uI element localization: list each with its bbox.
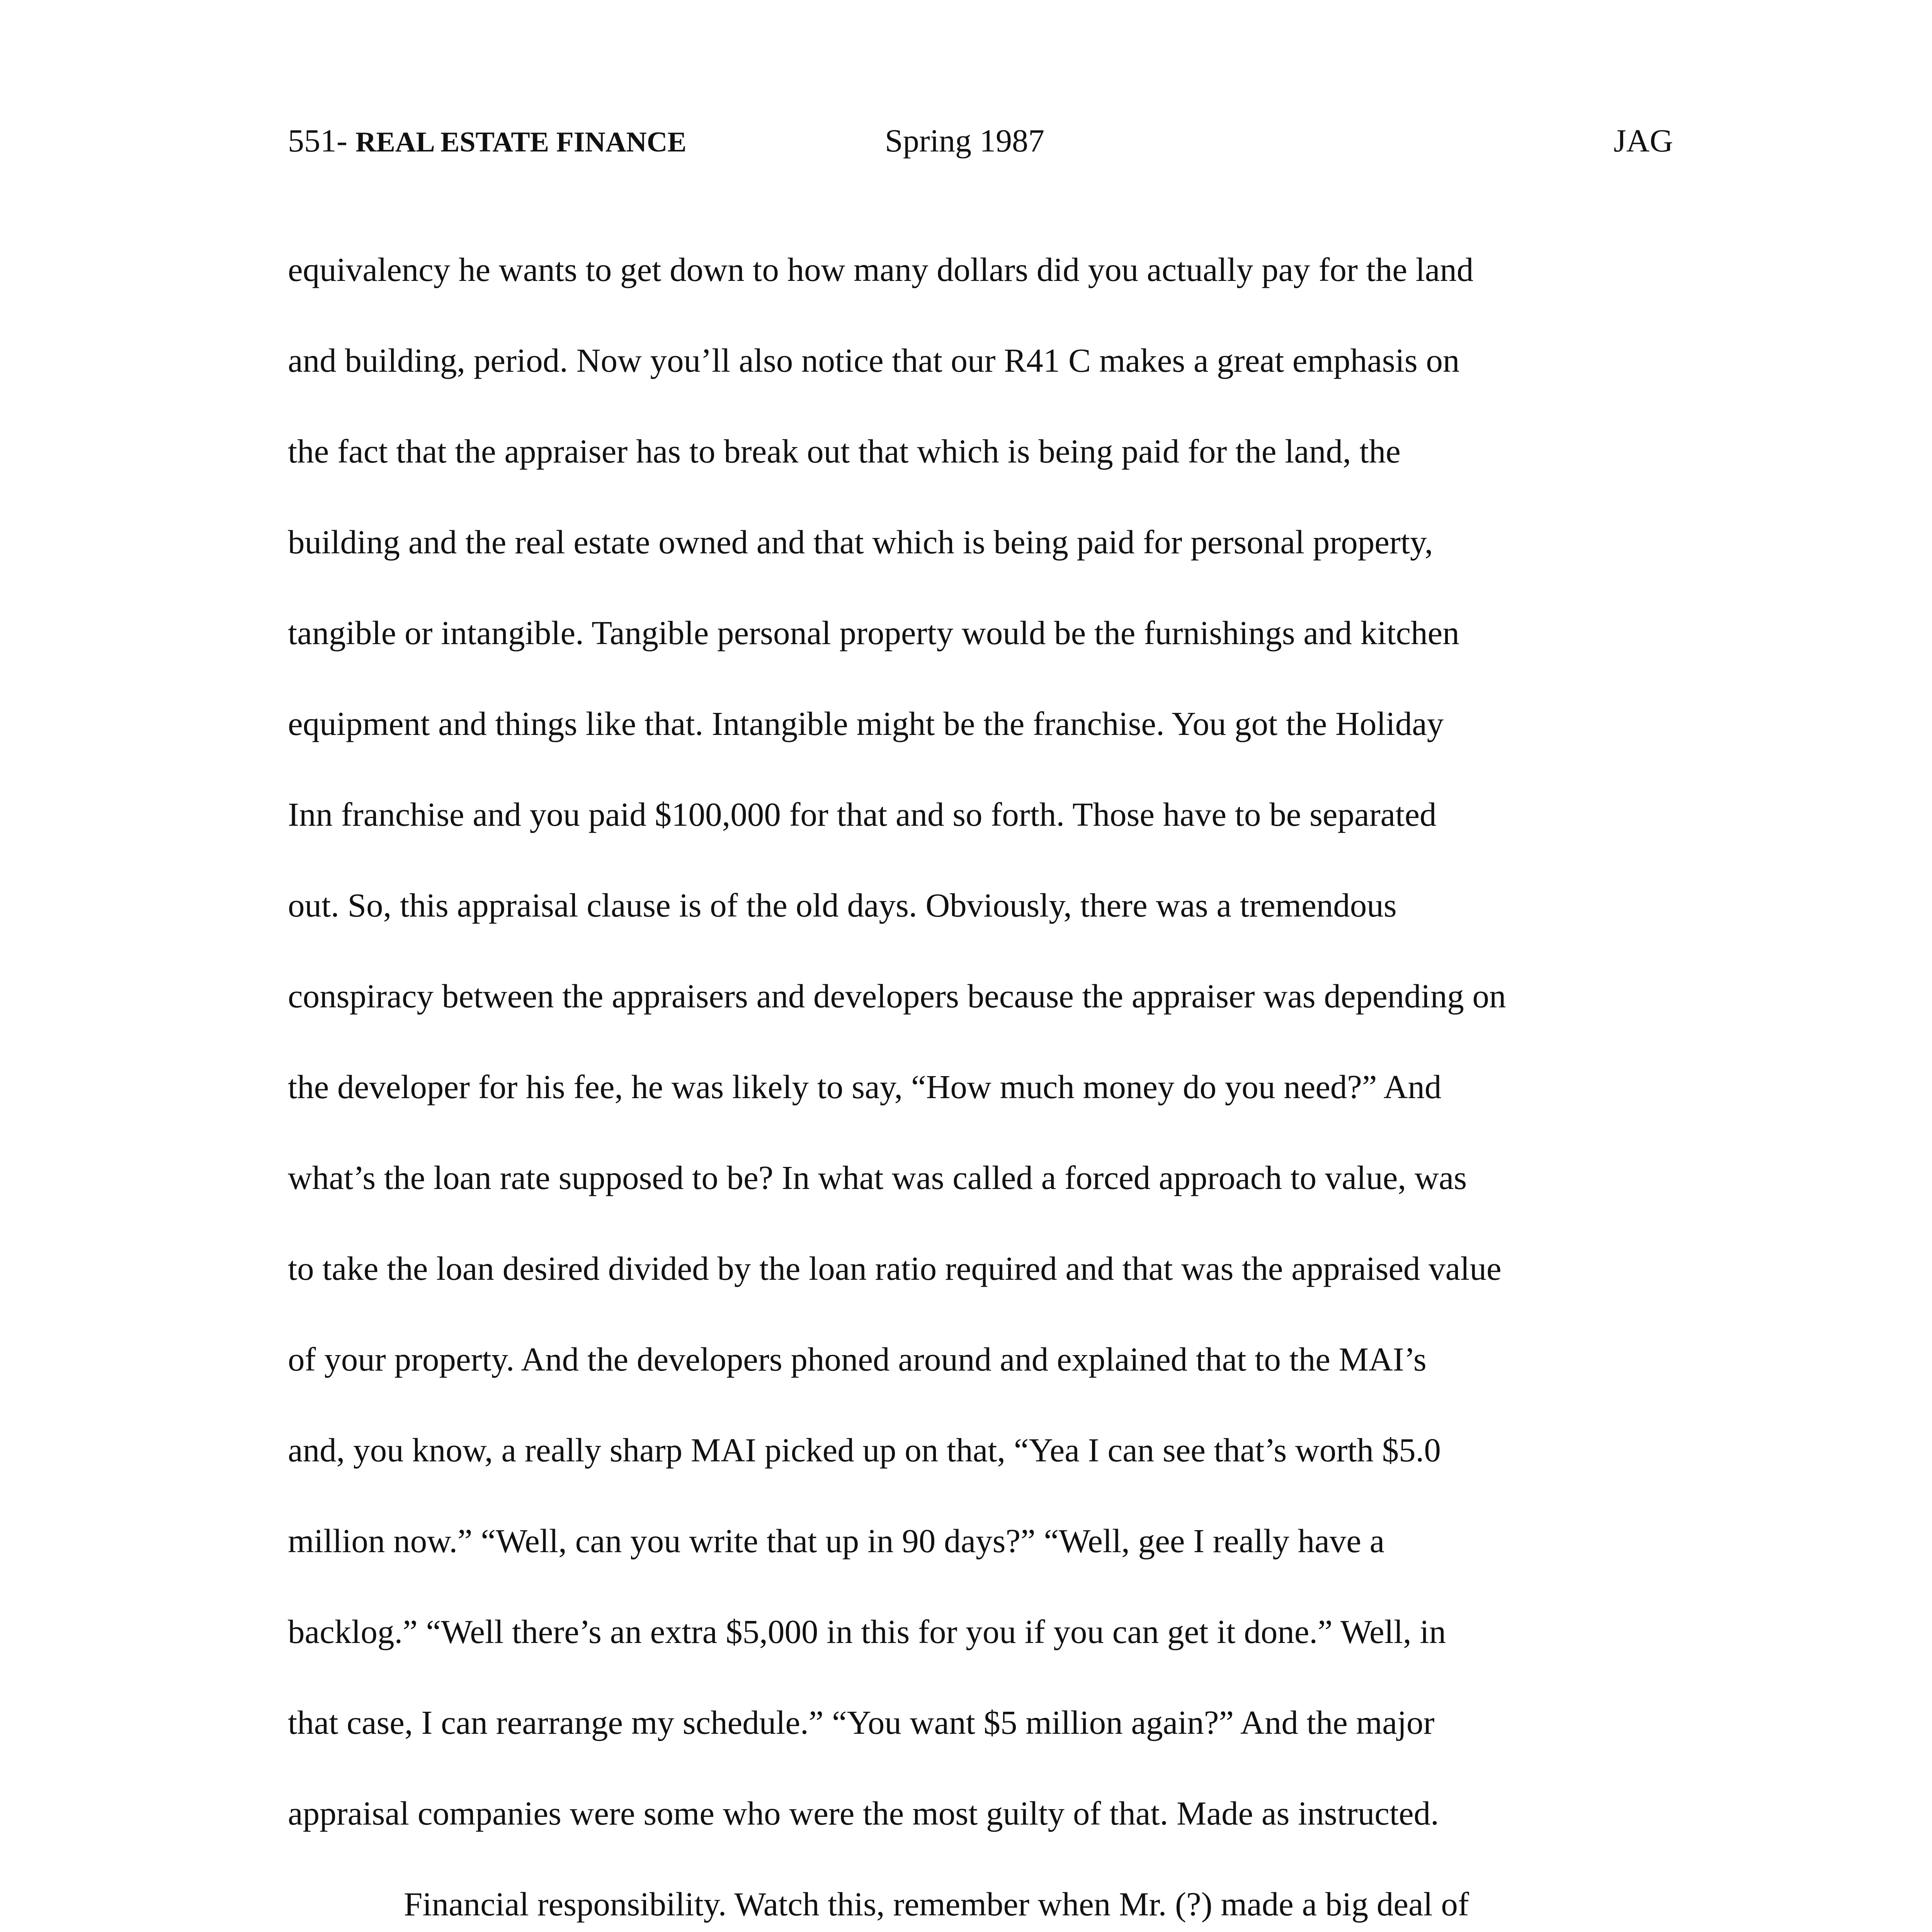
header-course bbox=[288, 116, 687, 167]
text-line: of your property. And the developers phoned around and explained that to the MAI’s bbox=[288, 1340, 1427, 1378]
header-initials: JAG bbox=[1613, 123, 1673, 159]
text-line: that case, I can rearrange my schedule.” “You want $5 million again?” And the major bbox=[288, 1704, 1435, 1741]
text-line: backlog.” “Well there’s an extra $5,000 in this for you if you can get it done.” Well, in bbox=[288, 1613, 1446, 1650]
text-line: equipment and things like that. Intangible might be the franchise. You got the Holiday bbox=[288, 705, 1444, 742]
text-line: out. So, this appraisal clause is of the old days. Obviously, there was a tremendous bbox=[288, 886, 1397, 924]
course-title: REAL ESTATE FINANCE bbox=[355, 126, 687, 158]
text-line: and building, period. Now you’ll also notice that our R41 C makes a great emphasis on bbox=[288, 342, 1460, 379]
text-line: Inn franchise and you paid $100,000 for that and so forth. Those have to be separated bbox=[288, 796, 1437, 833]
transcript-body bbox=[288, 224, 1679, 1932]
text-line: conspiracy between the appraisers and developers because the appraiser was depending on bbox=[288, 977, 1506, 1015]
page-header bbox=[288, 116, 1673, 166]
text-line: to take the loan desired divided by the loan ratio required and that was the appraised value bbox=[288, 1250, 1502, 1287]
text-line: the developer for his fee, he was likely to say, “How much money do you need?” And bbox=[288, 1068, 1442, 1105]
text-line: tangible or intangible. Tangible personal property would be the furnishings and kitchen bbox=[288, 614, 1459, 651]
text-line: what’s the loan rate supposed to be? In what was called a forced approach to value, was bbox=[288, 1159, 1467, 1196]
text-line: appraisal companies were some who were the most guilty of that. Made as instructed. bbox=[288, 1794, 1439, 1832]
text-line: and, you know, a really sharp MAI picked up on that, “Yea I can see that’s worth $5.0 bbox=[288, 1431, 1441, 1469]
text-line: the fact that the appraiser has to break out that which is being paid for the land, the bbox=[288, 432, 1401, 470]
header-term: Spring 1987 bbox=[885, 123, 1045, 159]
course-number: 551- bbox=[288, 123, 347, 159]
text-line: equivalency he wants to get down to how many dollars did you actually pay for the land bbox=[288, 251, 1474, 288]
text-line: million now.” “Well, can you write that up in 90 days?” “Well, gee I really have a bbox=[288, 1522, 1385, 1560]
text-line: building and the real estate owned and that which is being paid for personal property, bbox=[288, 523, 1433, 561]
paragraph-start-line: Financial responsibility. Watch this, remember when Mr. (?) made a big deal of bbox=[404, 1885, 1469, 1923]
